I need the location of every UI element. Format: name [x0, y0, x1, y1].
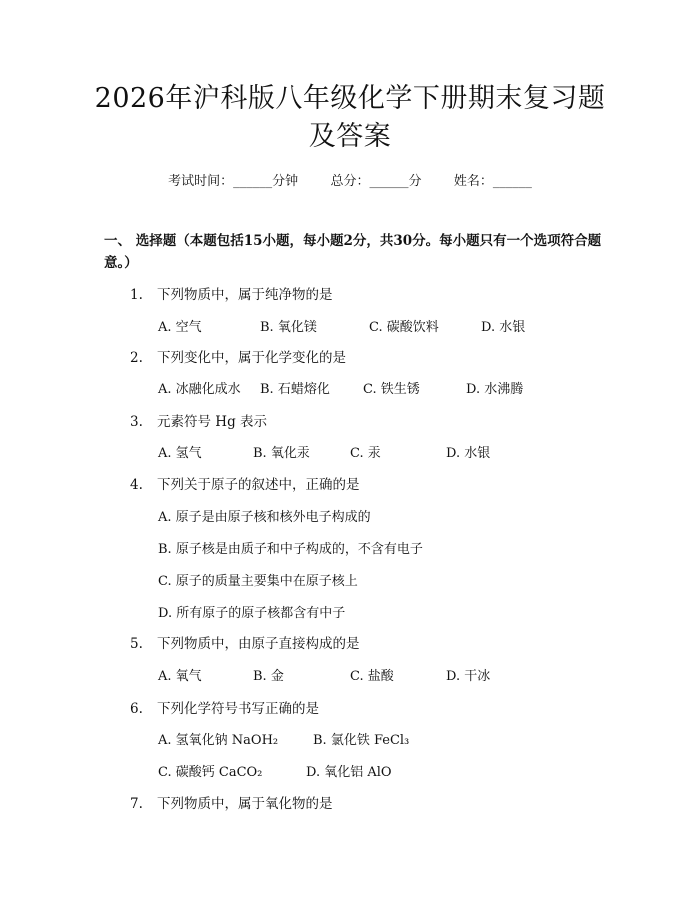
question-6 [130, 697, 319, 717]
question-text: 下列关于原子的叙述中，正确的是 [157, 477, 360, 493]
document-title: 2026年沪科版八年级化学下册期末复习题及答案 [94, 83, 606, 152]
question-number: 4. [130, 477, 143, 493]
question-text: 下列物质中，属于氧化物的是 [157, 796, 333, 812]
option-b: B. 石蜡熔化 [260, 382, 330, 397]
question-text: 下列物质中，属于纯净物的是 [157, 287, 333, 303]
question-2 [130, 346, 346, 366]
option-a: A. 原子是由原子核和核外电子构成的 [158, 510, 371, 525]
option-a: A. 空气 [158, 320, 202, 335]
option-c: C. 原子的质量主要集中在原子核上 [158, 574, 358, 589]
question-1 [130, 283, 333, 303]
option-d: D. 所有原子的原子核都含有中子 [158, 606, 346, 621]
exam-time-field: 考试时间：______分钟 [168, 174, 299, 189]
question-3 [130, 410, 267, 430]
option-a: A. 氢气 [158, 446, 202, 461]
name-field: 姓名：______ [453, 174, 532, 189]
option-c: C. 铁生锈 [363, 382, 420, 397]
option-b: B. 金 [253, 669, 284, 684]
option-d: D. 氧化铝 AlO [306, 765, 392, 780]
question-number: 2. [130, 350, 143, 366]
question-number: 3. [130, 414, 143, 430]
option-b: B. 氧化汞 [253, 446, 310, 461]
option-d: D. 水银 [481, 320, 526, 335]
option-d: D. 水银 [446, 446, 491, 461]
option-b: B. 氧化镁 [260, 320, 317, 335]
option-d: D. 干冰 [446, 669, 491, 684]
exam-meta [0, 170, 700, 189]
option-c: C. 碳酸饮料 [369, 320, 439, 335]
question-text: 元素符号 Hg 表示 [157, 414, 267, 430]
section-heading: 一、 选择题（本题包括15小题，每小题2分，共30分。每小题只有一个选项符合题意。） [104, 233, 602, 271]
question-number: 7. [130, 796, 143, 812]
option-a: A. 冰融化成水 [158, 382, 241, 397]
option-b: B. 原子核是由质子和中子构成的，不含有电子 [158, 542, 423, 557]
question-5 [130, 632, 360, 652]
option-c: C. 汞 [350, 446, 381, 461]
question-number: 1. [130, 287, 143, 303]
option-c: C. 碳酸钙 CaCO₂ [158, 765, 263, 780]
option-b: B. 氯化铁 FeCl₃ [313, 733, 410, 748]
question-text: 下列化学符号书写正确的是 [157, 701, 319, 717]
total-score-field: 总分：______分 [330, 174, 422, 189]
option-d: D. 水沸腾 [466, 382, 524, 397]
option-a: A. 氢氧化钠 NaOH₂ [158, 733, 279, 748]
question-number: 5. [130, 636, 143, 652]
question-7 [130, 792, 333, 812]
question-text: 下列变化中，属于化学变化的是 [157, 350, 346, 366]
option-a: A. 氧气 [158, 669, 202, 684]
question-4 [130, 473, 360, 493]
option-c: C. 盐酸 [350, 669, 394, 684]
question-text: 下列物质中，由原子直接构成的是 [157, 636, 360, 652]
question-number: 6. [130, 701, 143, 717]
